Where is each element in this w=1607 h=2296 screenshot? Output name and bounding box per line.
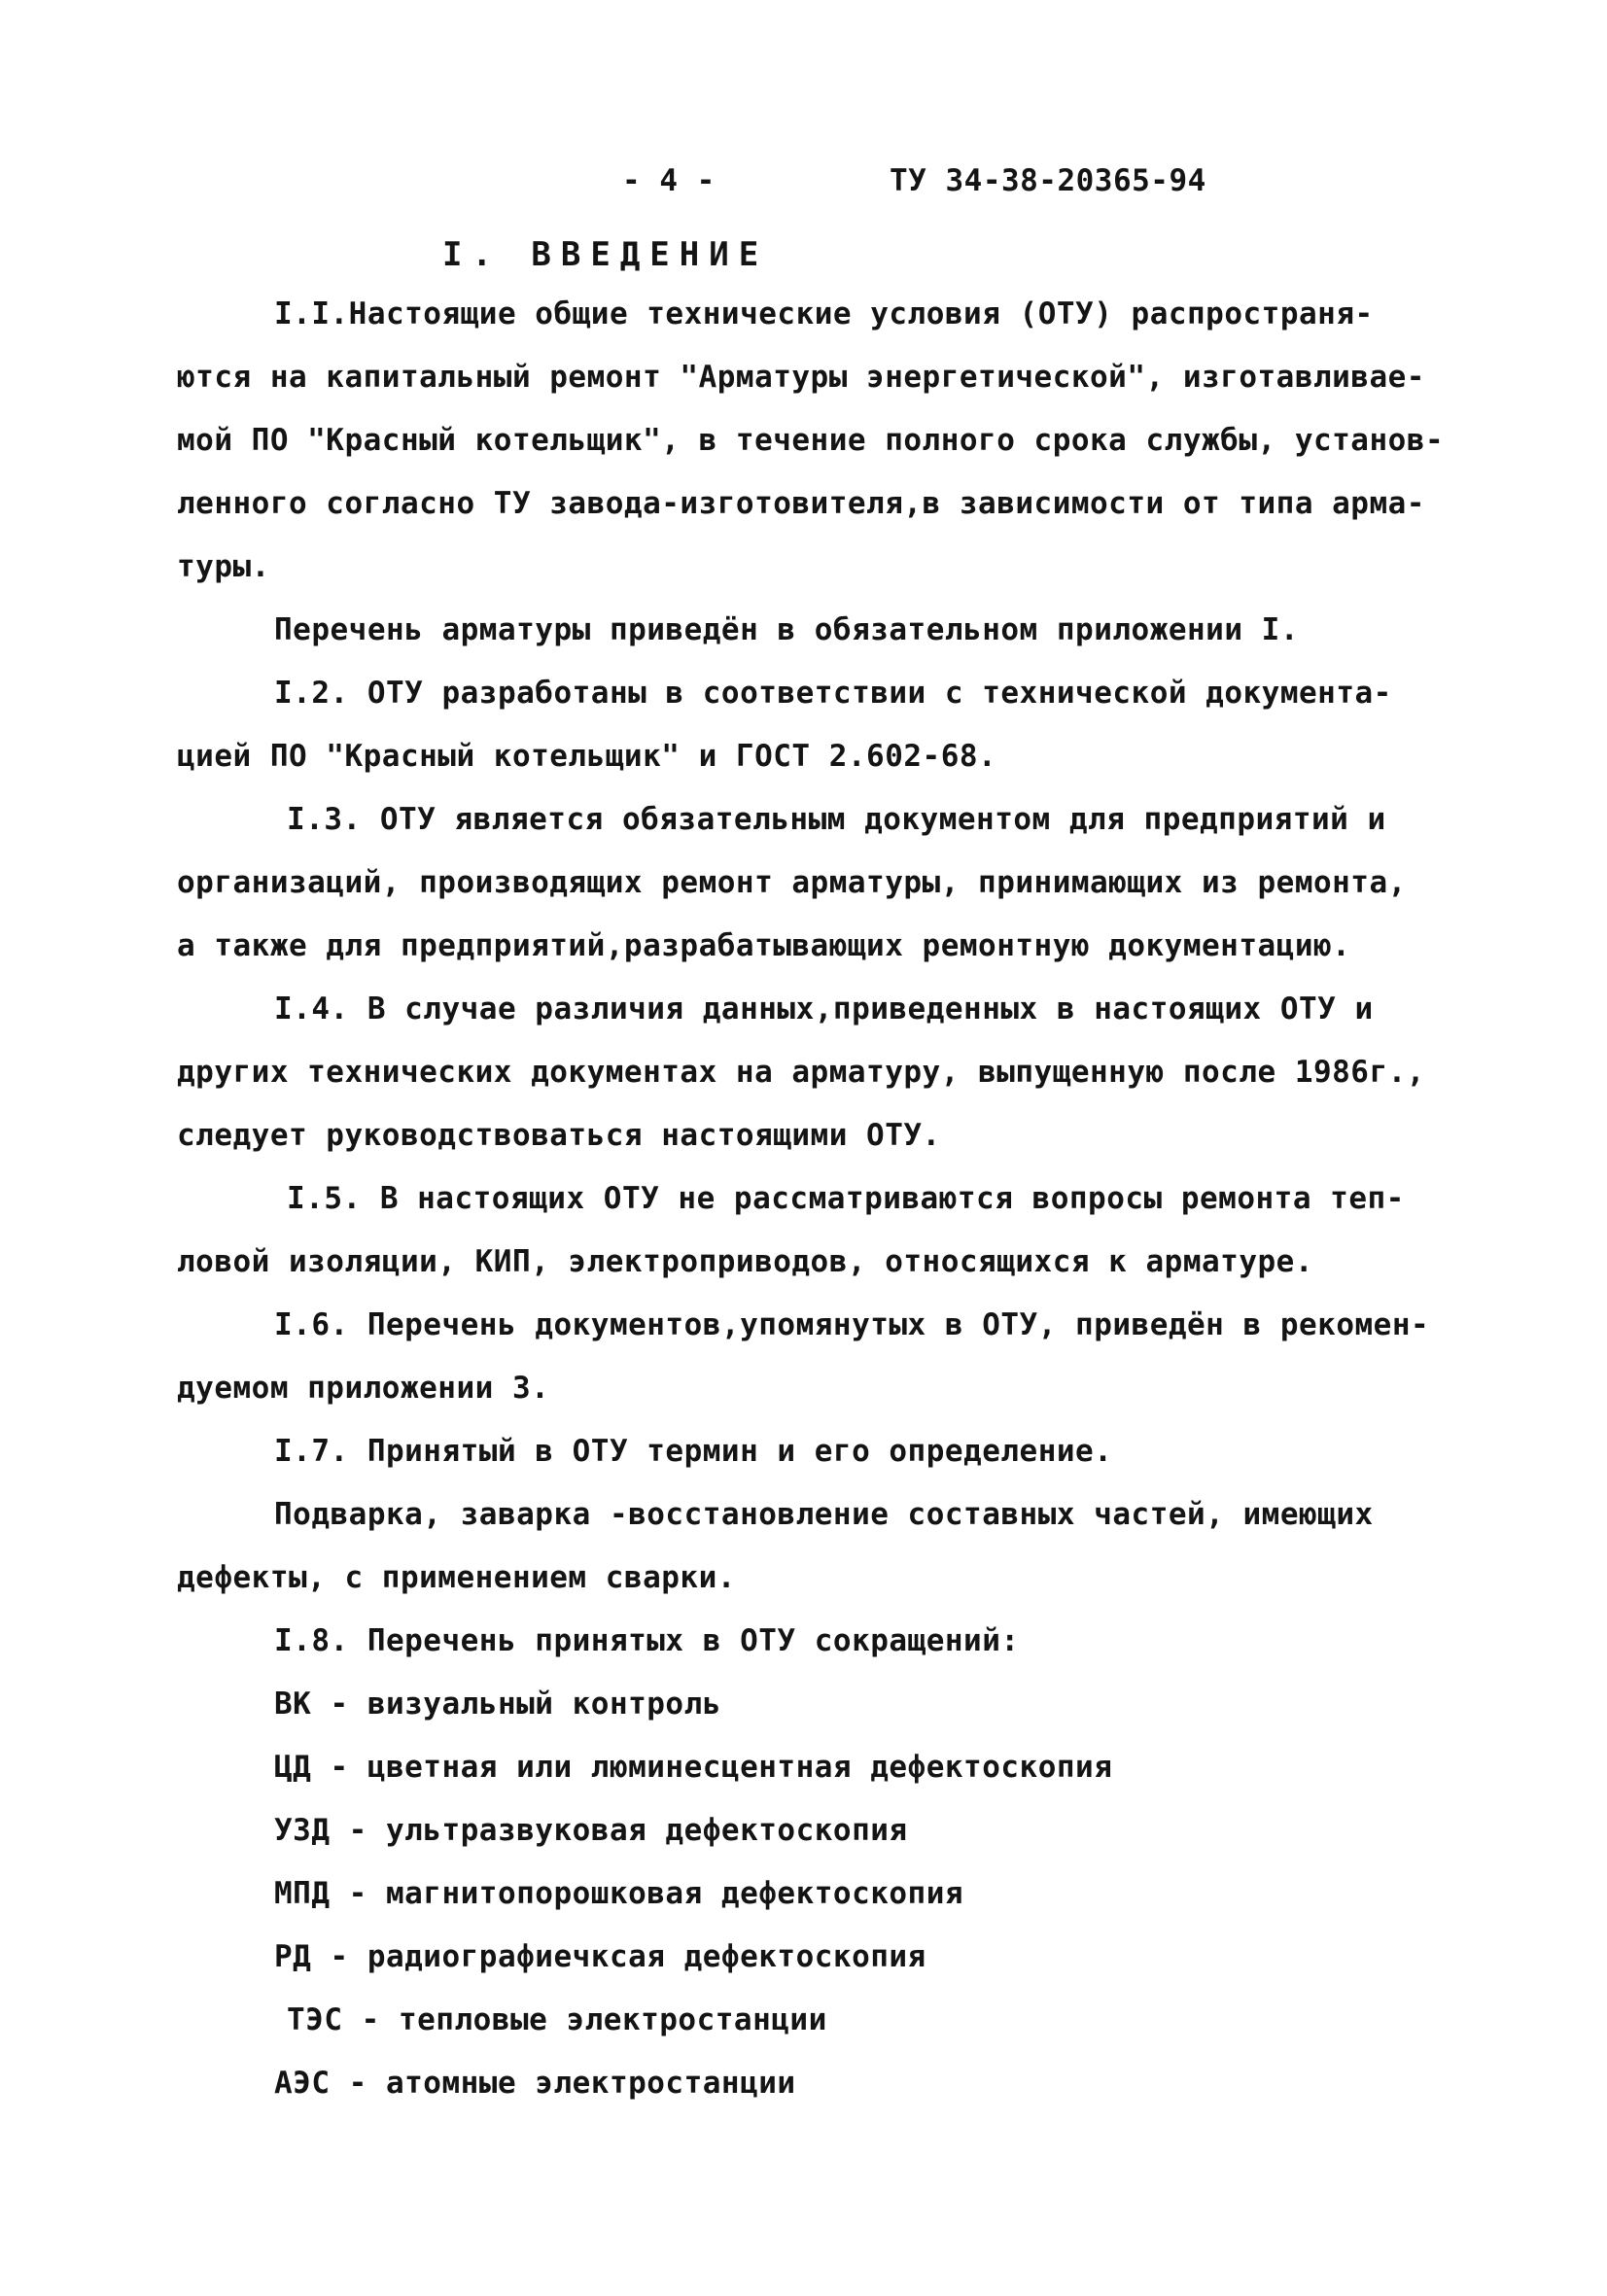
paragraph-line: I.4. В случае различия данных,приведенных в настоящих ОТУ и	[274, 991, 1374, 1026]
paragraph-line: I.2. ОТУ разработаны в соответствии с технической документа-	[274, 676, 1392, 711]
paragraph-line: I.7. Принятый в ОТУ термин и его определение.	[274, 1434, 1113, 1469]
paragraph-line: других технических документах на арматуру, выпущенную после 1986г.,	[177, 1055, 1425, 1090]
page-number: - 4 -	[622, 163, 716, 198]
abbreviation-item: ВК - визуальный контроль	[274, 1687, 721, 1722]
abbreviation-item: АЭС - атомные электростанции	[274, 2066, 796, 2101]
paragraph-line: дефекты, с применением сварки.	[177, 1560, 736, 1595]
abbreviation-item: ТЭС - тепловые электростанции	[287, 2002, 827, 2037]
section-title: I. ВВЕДЕНИЕ	[442, 235, 769, 274]
abbreviation-item: РД - радиографиечксая дефектоскопия	[274, 1939, 926, 1974]
paragraph-line: I.6. Перечень документов,упомянутых в ОТУ, приведён в рекомен-	[274, 1307, 1430, 1342]
document-code: ТУ 34-38-20365-94	[890, 163, 1206, 198]
paragraph-line: I.8. Перечень принятых в ОТУ сокращений:	[274, 1623, 1020, 1658]
paragraph-line: ленного согласно ТУ завода-изготовителя,в зависимости от типа арма-	[177, 486, 1425, 521]
paragraph-line: цией ПО "Красный котельщик" и ГОСТ 2.602-68.	[177, 739, 997, 774]
abbreviation-item: ЦД - цветная или люминесцентная дефектоскопия	[274, 1750, 1113, 1785]
paragraph-line: Перечень арматуры приведён в обязательном приложении I.	[274, 612, 1299, 647]
paragraph-line: ются на капитальный ремонт "Арматуры энергетической", изготавливае-	[177, 360, 1425, 395]
paragraph-line: мой ПО "Красный котельщик", в течение полного срока службы, установ-	[177, 423, 1445, 458]
abbreviation-item: УЗД - ультразвуковая дефектоскопия	[274, 1813, 908, 1848]
paragraph-line: туры.	[177, 549, 270, 584]
paragraph-line: а также для предприятий,разрабатывающих ремонтную документацию.	[177, 928, 1351, 963]
paragraph-line: Подварка, заварка -восстановление составных частей, имеющих	[274, 1497, 1374, 1532]
paragraph-line: организаций, производящих ремонт арматуры, принимающих из ремонта,	[177, 865, 1407, 900]
paragraph-line: I.5. В настоящих ОТУ не рассматриваются вопросы ремонта теп-	[287, 1181, 1405, 1216]
abbreviation-item: МПД - магнитопорошковая дефектоскопия	[274, 1876, 964, 1911]
paragraph-line: I.I.Настоящие общие технические условия (ОТУ) распространя-	[274, 296, 1374, 331]
paragraph-line: следует руководствоваться настоящими ОТУ.	[177, 1118, 941, 1153]
paragraph-line: дуемом приложении 3.	[177, 1371, 550, 1406]
paragraph-line: I.3. ОТУ является обязательным документом для предприятий и	[287, 802, 1386, 837]
paragraph-line: ловой изоляции, КИП, электроприводов, относящихся к арматуре.	[177, 1244, 1313, 1279]
